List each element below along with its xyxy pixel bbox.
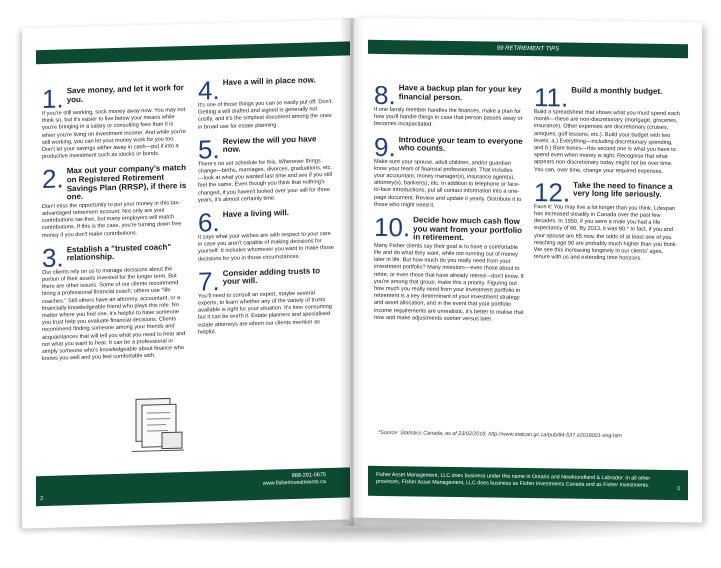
tip-8 (374, 79, 524, 131)
tip-title: Take the need to finance a very long life seriously. (573, 180, 673, 200)
tip-body: There's no set schedule for this. Whenever things change—births, marriages, divorces, graduations, etc.—look at what you wanted last time and see if you still feel the same. Even though you think that nothing's changed, if you haven't looked over your will for three years, it's almost certainly time. (198, 158, 333, 204)
footer-disclaimer: Fisher Asset Management, LLC does business under this name in Ontario and Newfoundland & Labrador. In all other provinces, Fisher Asset Management, LLC does business as Fisher Investments Canada and as Fisher Investments. (376, 471, 651, 489)
tip-number: 7. (198, 265, 220, 297)
tip-body: If you're still working, sock money away now. You may not think so, but it's easier to live below your means while you're bringing in a salary or consulting fees than it is when you're living on investment income. And while you're still working, you can let your money work for you too. Don't let your savings wither away in cash—put it into a productive investment such as stocks or bonds. (42, 107, 186, 161)
tip-body: It's one of those things you can so easily put off. Don't. Getting a will drafted and signed is generally not costly, and it's the simplest document among the ones in broad use for estate planning. (198, 98, 333, 131)
page-number-right: 3 (676, 486, 680, 493)
tip-body: If one family member handles the finances, make a plan for how you'll handle things in case that person passes away or becomes incapacitated. (374, 106, 523, 129)
tip-11 (534, 82, 680, 176)
tip-number: 3. (42, 242, 64, 273)
left-page (22, 19, 350, 528)
tip-9 (374, 131, 524, 211)
tip-title: Decide how much cash flow you want from your portfolio in retirement. (413, 215, 523, 243)
tip-body: Make sure your spouse, adult children, and/or guardian know your team of financial professionals. That includes your accountant, money manager(s), insurance agent(s), attorney(s), banker(s), etc. In addition to telephone or face-to-face introductions, put all contact information into a one-page document. Review and update it yearly. Distribute it to those who might need it. (374, 158, 522, 209)
tip-4 (198, 76, 334, 132)
tip-number: 2. (42, 163, 64, 195)
contact-url[interactable]: www.fisherinvestments.ca (262, 479, 326, 487)
left-footer-band (36, 467, 350, 506)
source-footnote: *Source: Statistics Canada, as of 23/02/2018. http://www.statcan.gc.ca/pub/84-537-x2018001-eng.htm (378, 429, 622, 440)
tip-1 (42, 84, 188, 162)
header-title: 99 RETIREMENT TIPS (496, 45, 560, 53)
tip-body: Many Fisher clients say their goal is to have a comfortable life and do what they want, while not running out of money later in life. But how much do you really need from your investment portfolio? Many investors—even those about to retire, or even those that have already retired—don't know. If you're among that group, make this a priority. Figuring out how much you really need from your investment portfolio in retirement is a key determinant of your investment strategy and asset allocation, and in the event that your portfolio income requirements are unrealistic, it's better to realise that now and make adjustments sooner versus later. (374, 242, 524, 323)
tip-body: You'll need to consult an expert, maybe several experts, to learn whether any of the variety of trusts available is right for your situation. It's time consuming but it can be worth it. Estate planners and specialised estate attorneys are whom our clients mention as helpful. (198, 290, 332, 336)
tip-number: 5. (198, 133, 220, 165)
right-column-2 (534, 82, 680, 270)
right-page (352, 18, 702, 523)
tip-6 (198, 208, 334, 264)
left-column-2 (198, 76, 334, 344)
tip-10 (374, 211, 524, 324)
tip-title: Build a monthly budget. (571, 85, 663, 96)
tip-2 (42, 164, 188, 239)
tip-title: Introduce your team to everyone who counts. (398, 134, 523, 154)
document-stack-icon (122, 392, 192, 458)
tip-title: Establish a "trusted coach" relationship. (66, 242, 172, 263)
tip-number: 1. (42, 83, 64, 115)
tip-12 (534, 176, 680, 264)
footer-contact (263, 472, 326, 488)
right-header-band (368, 40, 688, 58)
left-header-band (36, 41, 350, 64)
tip-title: Have a living will. (222, 208, 289, 220)
tip-7 (198, 267, 334, 337)
tip-number: 11. (534, 82, 569, 113)
tip-title: Have a backup plan for your key financial person. (398, 83, 522, 102)
right-column-1 (374, 79, 524, 331)
tip-number: 8. (374, 79, 396, 111)
tip-title: Consider adding trusts to your will. (222, 266, 321, 287)
left-column-1 (42, 84, 188, 371)
tip-title: Have a will in place now. (222, 75, 316, 87)
right-footer-band (368, 466, 688, 500)
tip-title: Save money, and let it work for you. (66, 83, 184, 104)
tip-number: 12. (534, 176, 571, 208)
tip-number: 9. (374, 131, 396, 162)
contact-phone: 888-291-0675 (291, 472, 326, 480)
tip-number: 4. (198, 75, 220, 106)
tip-title: Max out your company's match on Registered Retirement Savings Plan (RRSP), if there is one. (66, 163, 187, 202)
tip-3 (42, 243, 188, 364)
tip-body: It says what your wishes are with respect to your care in case you aren't capable of making decisions for yourself. It includes whomever you want to make those decisions for you in those circumstances. (198, 230, 334, 263)
tip-title: Review the will you have now. (222, 134, 317, 155)
tip-5 (198, 135, 334, 205)
tip-body: Build a spreadsheet that shows what you must spend each month—these are non-discretionary (mortgage, groceries, insurance). Other expenses are discretionary (cruises, antiques, golf lessons, etc.). Build your budget with two levels: a.) Everything—including discretionary spending, and b.) Bare bones—this second one is what you have to spend even when money is tight. Recognise that what appears non-discretionary today might not be over time. You can, over time, change your required expenses. (534, 109, 680, 175)
tip-number: 6. (198, 207, 220, 238)
tip-number: 10. (374, 211, 411, 243)
tip-body: Face it: You may live a lot longer than you think. Lifespan has increased steadily in Canada over the past few decades. In 1950, if you were a male you had a life expectancy of 66. By 2013, it was 80.* In fact, if you and your spouse are 65 now, the odds of at least one of you reaching age 90 are probably much higher than you think. We see this increasing longevity in our clients' ages, tenure with us and extending time horizons. (534, 203, 678, 262)
tip-body: Don't miss the opportunity to put your money in this tax-advantaged retirement account. Not only are your contributions tax-free, but many employers will match contributions. If this is the case, you're turning down free money if you don't make contributions. (42, 199, 182, 239)
page-number-left: 2 (40, 495, 44, 503)
tip-body: Our clients rely on us to manage decisions about the portion of their assets invested for the longer term. But there are other issues. Some of our clients recommend hiring a professional financial coach; others use "life coaches." Still others have an attorney, accountant, or a financially knowledgeable friend who plays this role. No matter where you find one, it's helpful to have someone you trust help you evaluate financial decisions. Clients recommend finding someone among your friends and acquaintances that will tell you what you need to hear and not what you want to hear. It can be a professional or simply someone who's knowledgeable about finance who knows you well and you feel comfortable with. (42, 266, 186, 363)
